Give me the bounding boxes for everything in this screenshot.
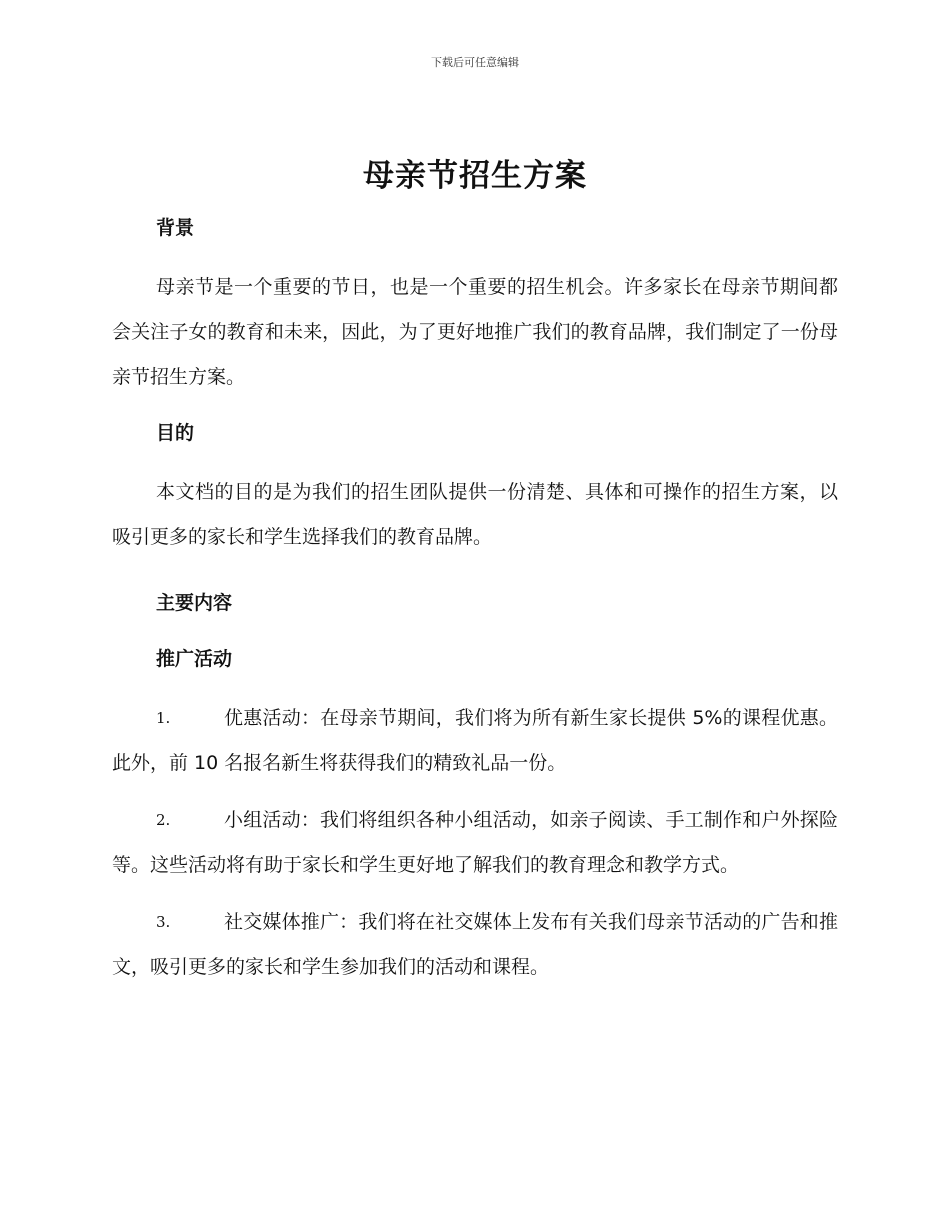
list-item-text: 小组活动：我们将组织各种小组活动，如亲子阅读、手工制作和户外探险等。这些活动将有助于家长和学生更好地了解我们的教育理念和教学方式。 bbox=[112, 809, 838, 876]
document-body bbox=[112, 150, 838, 1002]
heading-promotion: 推广活动 bbox=[156, 648, 233, 670]
paragraph-purpose: 本文档的目的是为我们的招生团队提供一份清楚、具体和可操作的招生方案，以吸引更多的家长和学生选择我们的教育品牌。 bbox=[112, 481, 838, 548]
list-item-number: 1. bbox=[156, 709, 171, 727]
heading-background: 背景 bbox=[156, 217, 195, 239]
list-item bbox=[112, 900, 838, 990]
heading-purpose: 目的 bbox=[156, 422, 195, 444]
page-title: 母亲节招生方案 bbox=[363, 158, 587, 194]
paragraph-background: 母亲节是一个重要的节日，也是一个重要的招生机会。许多家长在母亲节期间都会关注子女的教育和未来，因此，为了更好地推广我们的教育品牌，我们制定了一份母亲节招生方案。 bbox=[112, 276, 838, 388]
header-note: 下载后可任意编辑 bbox=[431, 56, 519, 69]
list-item bbox=[112, 798, 838, 888]
list-item-text: 社交媒体推广：我们将在社交媒体上发布有关我们母亲节活动的广告和推文，吸引更多的家长和学生参加我们的活动和课程。 bbox=[112, 911, 838, 978]
list-item bbox=[112, 696, 838, 786]
heading-main-content: 主要内容 bbox=[156, 592, 233, 614]
list-item-number: 2. bbox=[156, 811, 171, 829]
list-item-text: 优惠活动：在母亲节期间，我们将为所有新生家长提供 5%的课程优惠。此外，前 10 名报名新生将获得我们的精致礼品一份。 bbox=[112, 707, 838, 774]
list-item-number: 3. bbox=[156, 913, 171, 931]
